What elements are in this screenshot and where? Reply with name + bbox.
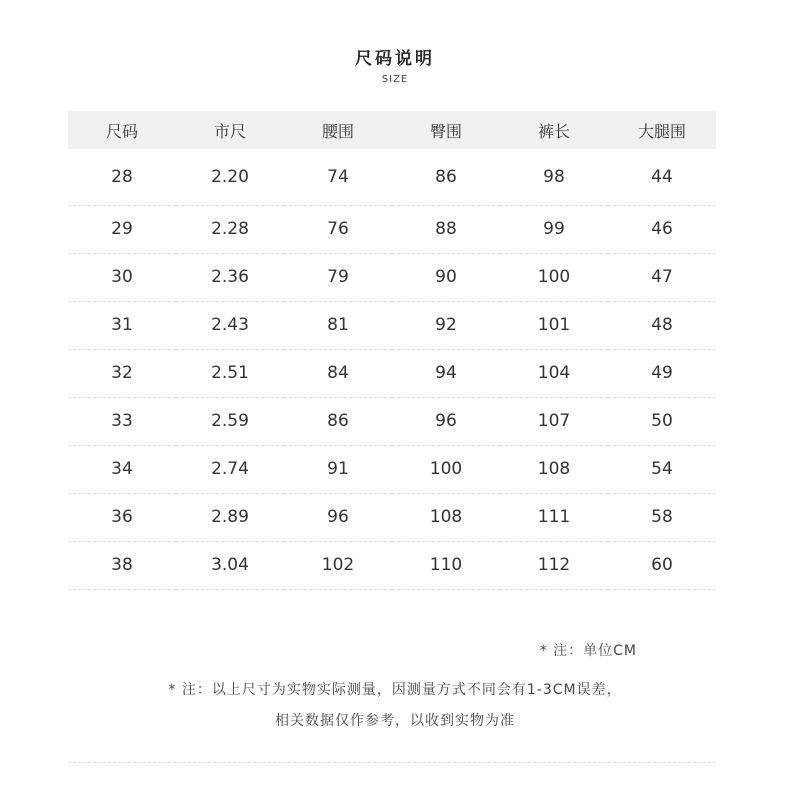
table-cell: 2.59 — [176, 397, 284, 445]
table-cell: 102 — [284, 541, 392, 589]
table-cell: 58 — [608, 493, 716, 541]
table-cell: 2.20 — [176, 149, 284, 205]
table-cell: 108 — [392, 493, 500, 541]
table-cell: 74 — [284, 149, 392, 205]
table-cell: 29 — [68, 205, 176, 253]
table-cell: 46 — [608, 205, 716, 253]
table-cell: 28 — [68, 149, 176, 205]
table-row — [68, 541, 716, 589]
table-cell: 90 — [392, 253, 500, 301]
table-cell: 79 — [284, 253, 392, 301]
table-cell: 2.51 — [176, 349, 284, 397]
column-header-length: 裤长 — [537, 121, 570, 141]
column-header-size: 尺码 — [105, 121, 138, 141]
table-cell: 54 — [608, 445, 716, 493]
measurement-note-line-2: 相关数据仅作参考，以收到实物为准 — [275, 713, 515, 729]
table-cell: 86 — [392, 149, 500, 205]
table-header-row — [68, 111, 716, 149]
table-cell: 101 — [500, 301, 608, 349]
page-subtitle: SIZE — [381, 74, 409, 85]
bottom-divider — [68, 762, 716, 763]
table-row — [68, 301, 716, 349]
table-cell: 96 — [284, 493, 392, 541]
table-cell: 92 — [392, 301, 500, 349]
column-header-shichi: 市尺 — [213, 121, 246, 141]
table-cell: 111 — [500, 493, 608, 541]
title-block — [0, 44, 790, 85]
table-cell: 44 — [608, 149, 716, 205]
table-row — [68, 493, 716, 541]
table-cell: 112 — [500, 541, 608, 589]
table-cell: 30 — [68, 253, 176, 301]
size-table — [68, 111, 716, 590]
table-cell: 32 — [68, 349, 176, 397]
table-row — [68, 349, 716, 397]
measurement-note — [0, 675, 790, 737]
table-row — [68, 205, 716, 253]
table-cell: 60 — [608, 541, 716, 589]
table-cell: 98 — [500, 149, 608, 205]
table-cell: 84 — [284, 349, 392, 397]
table-cell: 48 — [608, 301, 716, 349]
table-cell: 99 — [500, 205, 608, 253]
table-cell: 2.28 — [176, 205, 284, 253]
table-cell: 88 — [392, 205, 500, 253]
table-cell: 100 — [392, 445, 500, 493]
table-row — [68, 149, 716, 205]
table-cell: 38 — [68, 541, 176, 589]
page-title: 尺码说明 — [355, 49, 435, 69]
table-cell: 104 — [500, 349, 608, 397]
measurement-note-line-1: * 注：以上尺寸为实物实际测量，因测量方式不同会有1-3CM误差， — [168, 682, 622, 698]
table-cell: 2.43 — [176, 301, 284, 349]
table-cell: 96 — [392, 397, 500, 445]
table-cell: 33 — [68, 397, 176, 445]
unit-note: * 注：单位CM — [539, 643, 637, 659]
table-cell: 81 — [284, 301, 392, 349]
table-cell: 86 — [284, 397, 392, 445]
table-cell: 3.04 — [176, 541, 284, 589]
column-header-hip: 臀围 — [429, 121, 462, 141]
table-cell: 100 — [500, 253, 608, 301]
table-cell: 107 — [500, 397, 608, 445]
table-cell: 110 — [392, 541, 500, 589]
table-row — [68, 445, 716, 493]
table-row — [68, 397, 716, 445]
table-cell: 2.36 — [176, 253, 284, 301]
column-header-waist: 腰围 — [321, 121, 354, 141]
table-cell: 2.74 — [176, 445, 284, 493]
table-cell: 91 — [284, 445, 392, 493]
table-cell: 49 — [608, 349, 716, 397]
table-cell: 47 — [608, 253, 716, 301]
table-cell: 31 — [68, 301, 176, 349]
table-row — [68, 253, 716, 301]
table-cell: 94 — [392, 349, 500, 397]
table-cell: 2.89 — [176, 493, 284, 541]
column-header-thigh: 大腿围 — [637, 121, 686, 141]
table-cell: 36 — [68, 493, 176, 541]
table-cell: 34 — [68, 445, 176, 493]
table-cell: 76 — [284, 205, 392, 253]
table-cell: 108 — [500, 445, 608, 493]
table-cell: 50 — [608, 397, 716, 445]
